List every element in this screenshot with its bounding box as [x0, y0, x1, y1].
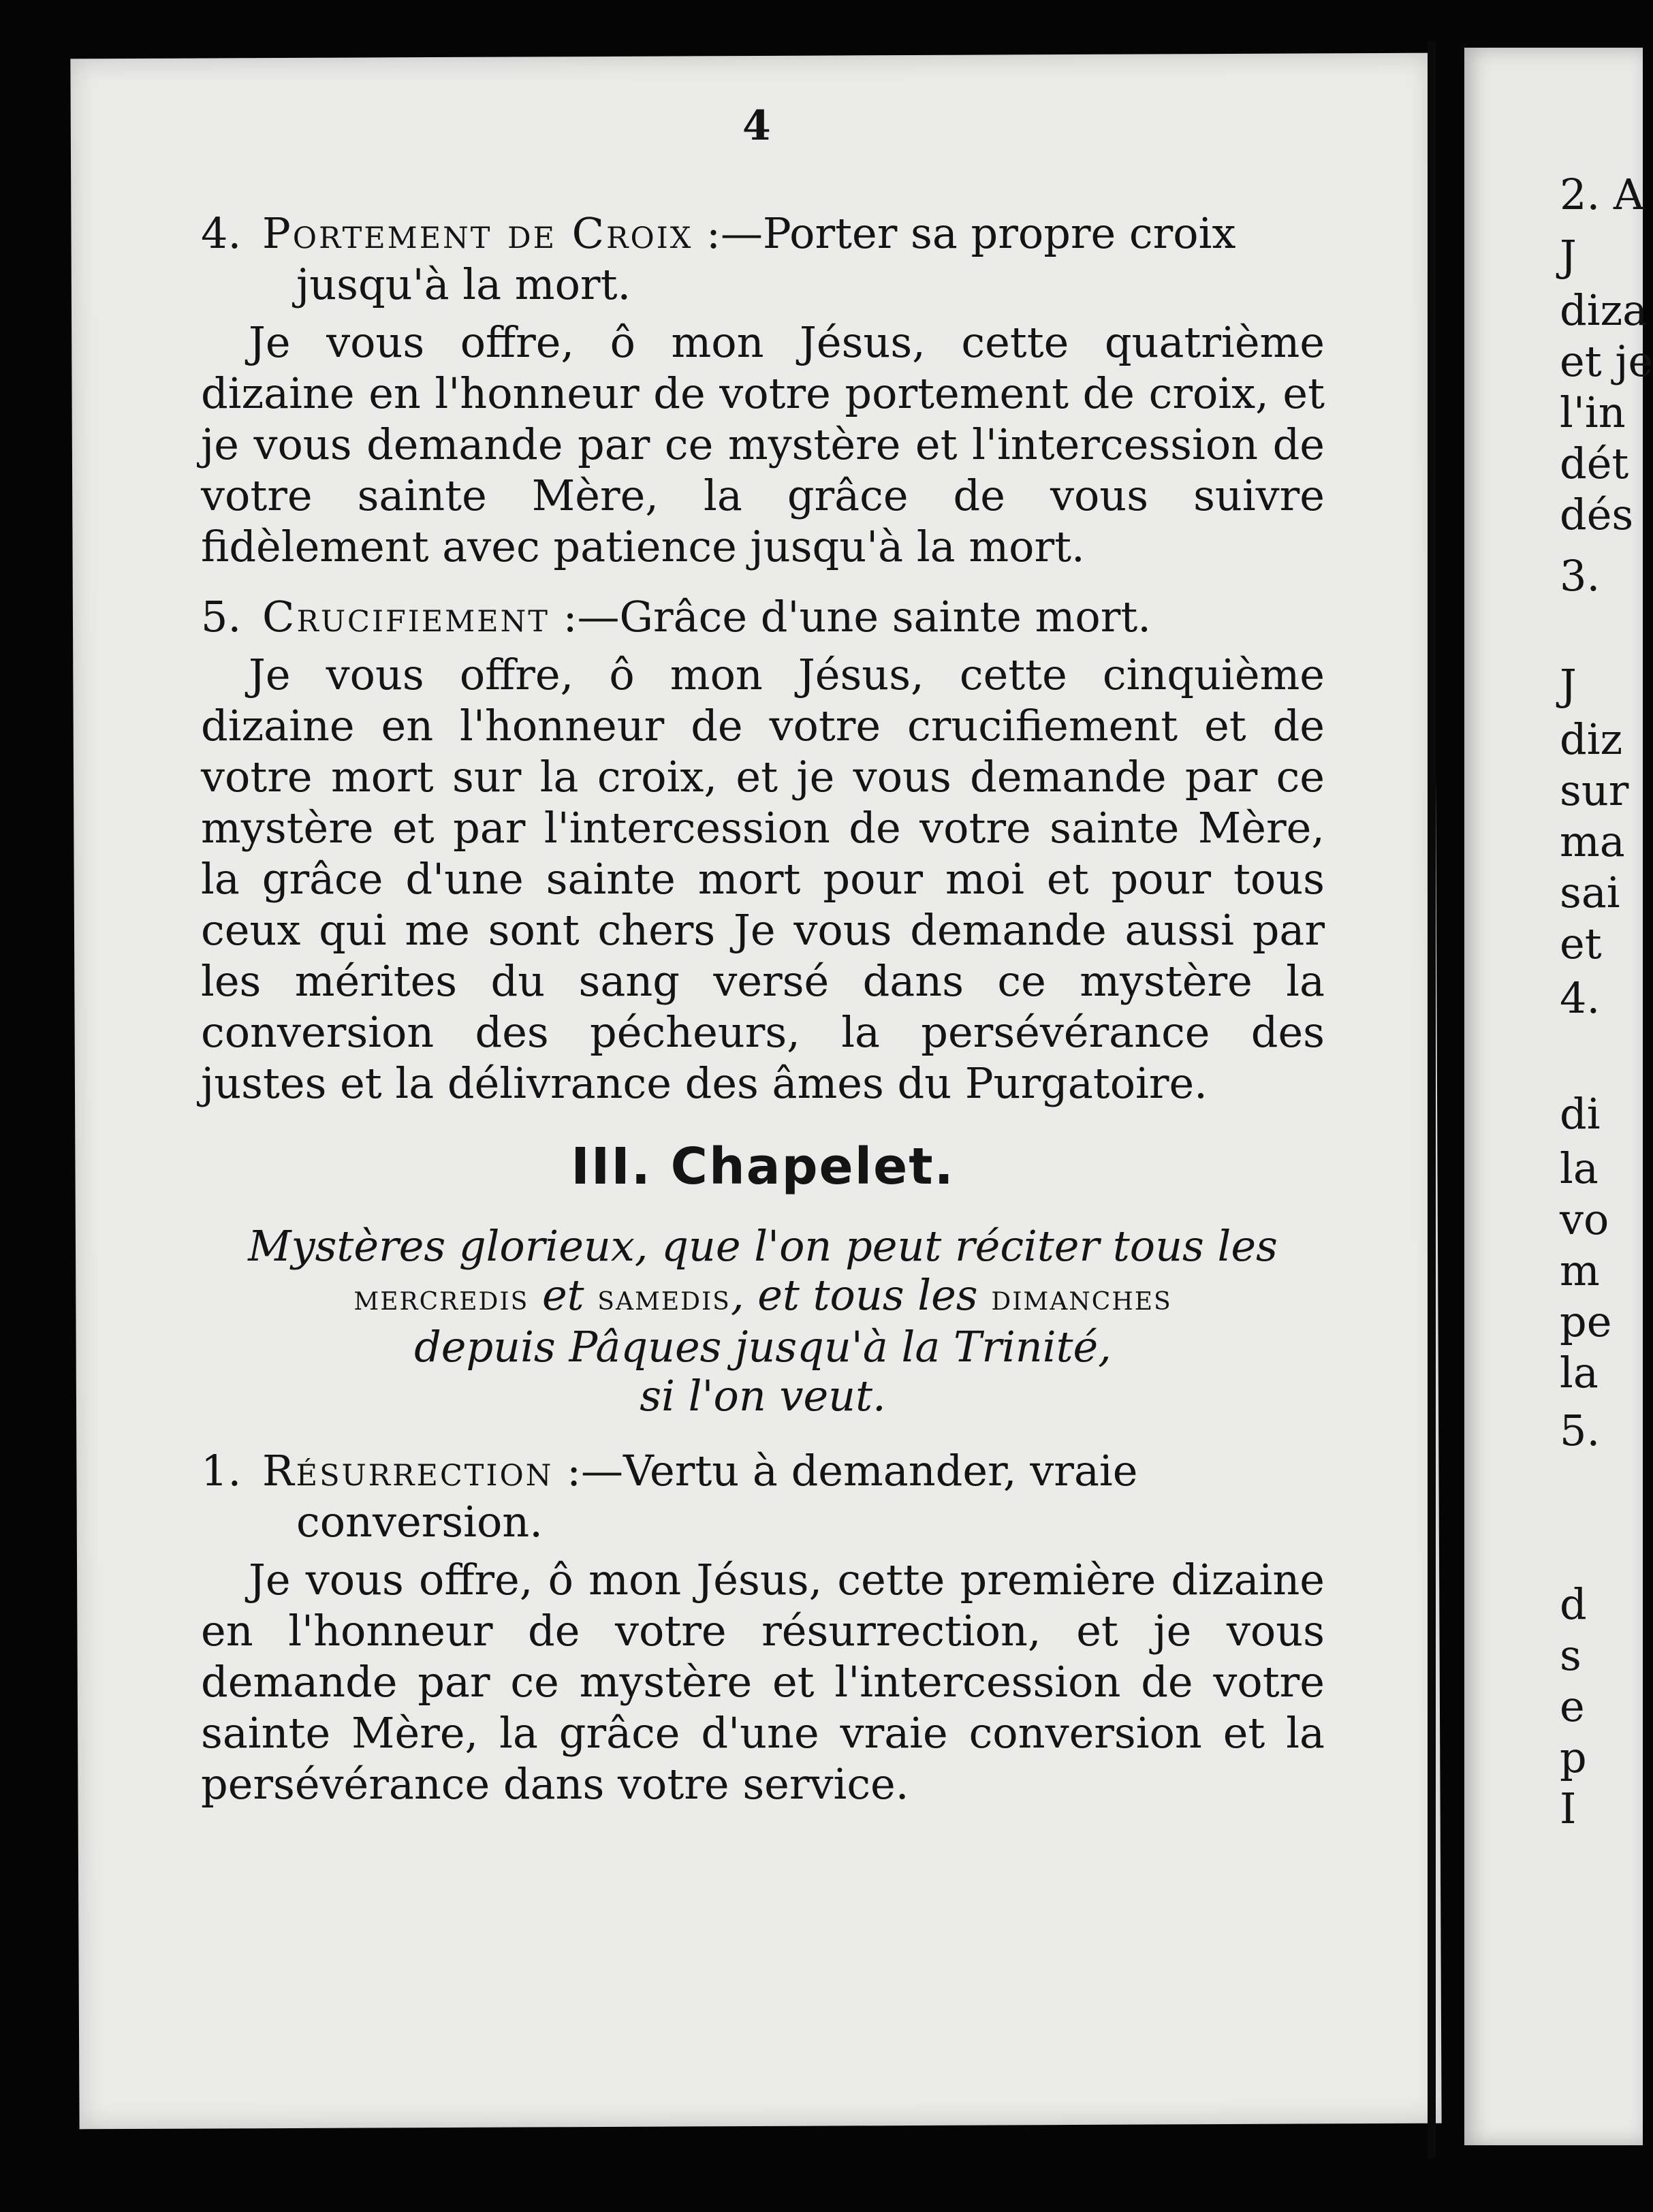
fragment: l'in — [1560, 388, 1626, 437]
mystery-number: 4. — [201, 208, 242, 258]
mystery-prayer-5: Je vous offre, ô mon Jésus, cette cinquième dizaine en l'honneur de votre crucifiement et de votre mort sur la croix, et je vous demande par ce mystère et par l'intercession de votre sainte Mère, la grâce d'une sainte mort pour moi et pour tous ceux qui me sont chers Je vous demande aussi par les mérites du sang versé dans ce mystère la conversion des pécheurs, la persévérance des justes et la délivrance des âmes du Purgatoire. — [201, 650, 1325, 1108]
fragment: 5. — [1560, 1406, 1601, 1455]
mystery-prayer-1: Je vous offre, ô mon Jésus, cette première dizaine en l'honneur de votre résurrection, et je vous demande par ce mystère et l'intercession de votre sainte Mère, la grâce d'une vraie conversion et la persévérance dans votre service. — [201, 1555, 1325, 1809]
fragment: ma — [1560, 817, 1625, 866]
mystery-subtitle: :—Porter sa propre croix jusqu'à la mort. — [296, 208, 1236, 309]
fragment: s — [1560, 1630, 1581, 1680]
fragment: p — [1560, 1733, 1587, 1782]
fragment: di — [1560, 1089, 1601, 1139]
subtitle-sundays: dimanches — [991, 1278, 1172, 1318]
fragment: 4. — [1560, 973, 1601, 1023]
fragment: la — [1560, 1348, 1599, 1397]
fragment: la — [1560, 1143, 1599, 1193]
fragment: vo — [1560, 1195, 1609, 1244]
right-page-fragments — [1560, 170, 1653, 2009]
mystery-number: 5. — [201, 592, 242, 642]
book-spine — [1428, 41, 1436, 2159]
mystery-title: Crucifiement — [262, 592, 550, 642]
fragment: sur — [1560, 765, 1629, 815]
mystery-title: Résurrection — [262, 1446, 554, 1496]
fragment: J — [1560, 660, 1577, 710]
mystery-heading-4 — [201, 208, 1325, 310]
fragment: d — [1560, 1579, 1587, 1629]
subtitle-line-3: depuis Pâques jusqu'à la Trinité, — [414, 1322, 1112, 1372]
fragment: et — [1560, 919, 1602, 968]
section-title: III. Chapelet. — [571, 1137, 955, 1196]
fragment: et je — [1560, 336, 1653, 386]
fragment: 3. — [1560, 551, 1601, 601]
fragment: diza — [1560, 285, 1648, 335]
fragment: pe — [1560, 1297, 1612, 1346]
subtitle-and: et — [529, 1270, 598, 1320]
fragment: diz — [1560, 714, 1623, 764]
fragment: dés — [1560, 490, 1634, 539]
page-content — [201, 208, 1325, 1829]
subtitle-saturdays: samedis — [597, 1278, 731, 1318]
mystery-number: 1. — [201, 1446, 242, 1496]
fragment: dét — [1560, 439, 1629, 488]
mystery-subtitle: :—Vertu à demander, vraie conversion. — [296, 1446, 1138, 1547]
mystery-prayer-4: Je vous offre, ô mon Jésus, cette quatrième dizaine en l'honneur de votre portement de croix, et je vous demande par ce mystère et l'intercession de votre sainte Mère, la grâce de vous suivre fidèlement avec patience jusqu'à la mort. — [201, 317, 1325, 571]
fragment: J — [1560, 231, 1577, 281]
subtitle-wednesdays: mercredis — [353, 1278, 529, 1318]
subtitle-line-2 — [201, 1271, 1325, 1323]
fragment: e — [1560, 1681, 1585, 1731]
page-number: 4 — [742, 102, 771, 150]
mystery-heading-1 — [201, 1445, 1325, 1547]
fragment: m — [1560, 1246, 1600, 1295]
subtitle-line-4: si l'on veut. — [640, 1371, 886, 1421]
fragment: 2. A — [1560, 170, 1644, 219]
mystery-title: Portement de Croix — [262, 208, 693, 258]
mystery-heading-5 — [201, 591, 1325, 642]
fragment: sai — [1560, 868, 1620, 917]
fragment: I — [1560, 1784, 1577, 1833]
section-subtitle — [201, 1222, 1325, 1421]
subtitle-line-1: Mystères glorieux, que l'on peut réciter tous les — [248, 1221, 1278, 1271]
mystery-subtitle: :—Grâce d'une sainte mort. — [549, 592, 1151, 642]
subtitle-mid: , et tous les — [730, 1270, 992, 1320]
